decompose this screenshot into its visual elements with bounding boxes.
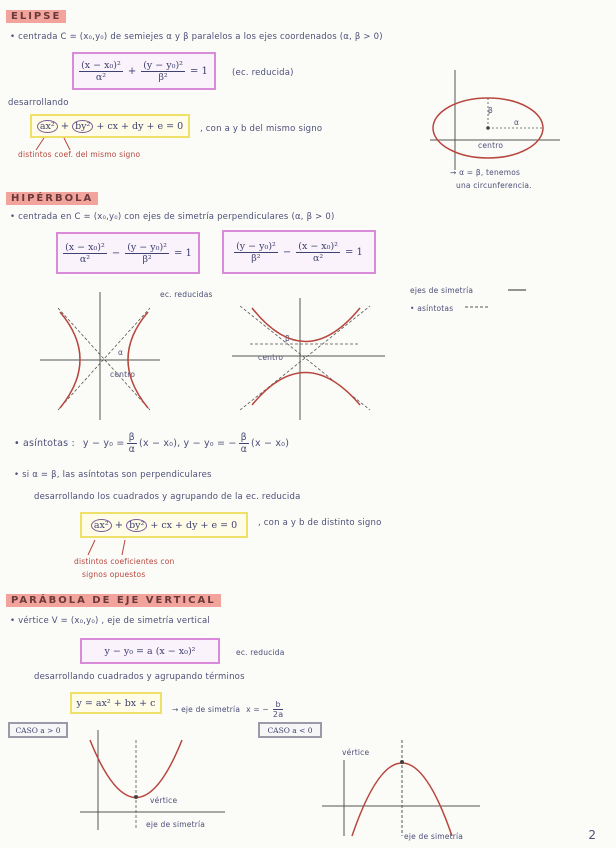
asymptotes-label: • asíntotas : (14, 438, 75, 449)
ellipse-eq-plus: + (127, 65, 137, 77)
ellipse-red-arrow-1 (36, 138, 44, 150)
ellipse-eq-num2: (y − y₀)² (143, 59, 183, 71)
parabola2-axis-label: eje de simetría (404, 832, 464, 841)
hyp-term-op: + (114, 519, 124, 531)
hyp-term-ax2: ax² (91, 519, 112, 532)
hyp1-den2: β² (142, 253, 152, 265)
hyp2-rhs: = 1 (344, 246, 363, 258)
hyp2-num2: (x − x₀)² (298, 240, 338, 252)
ellipse-diagram-beta: β (488, 106, 493, 115)
hyperbola-general-note: , con a y b de distinto signo (258, 518, 382, 528)
hyperbola-horizontal-diagram (40, 292, 160, 420)
parabola2-vertex-label: vértice (342, 748, 370, 757)
hyp1-num1: (x − x₀)² (65, 241, 105, 253)
par1-vertex-dot (134, 795, 138, 799)
ellipse-red-note: distintos coef. del mismo signo (18, 150, 141, 159)
parabola-axis-note-pre: → eje de simetría (172, 705, 241, 714)
hyperbola-red-note-2: signos opuestos (82, 570, 146, 579)
asym1-den: α (128, 444, 136, 455)
ellipse-diagram-center: centro (478, 141, 504, 150)
hyp-right-center: centro (258, 353, 284, 362)
ellipse-eq-den2: β² (158, 71, 168, 83)
circle-note-1: ⇝ α = β, tenemos (450, 168, 521, 177)
hyp2-minus: − (282, 246, 292, 258)
ellipse-developing-label: desarrollando (8, 98, 69, 108)
hyp1-den1: α² (79, 253, 91, 265)
parabola-heading: PARÁBOLA DE EJE VERTICAL (6, 594, 221, 607)
par1-curve (90, 740, 182, 798)
parabola-eq-note: ec. reducida (236, 648, 285, 657)
asym2-num: β (240, 432, 247, 443)
circle-note-2: una circunferencia. (456, 181, 532, 190)
hyperbola-vertical-diagram (232, 298, 385, 420)
parabola-general-equation: y = ax² + bx + c (70, 692, 162, 714)
ellipse-heading: ELIPSE (6, 10, 66, 23)
parabola1-axis-label: eje de simetría (146, 820, 206, 829)
ellipse-term-ax2: ax² (37, 120, 58, 133)
parabola-down-diagram (322, 740, 480, 836)
hyperbola-ec-reducidas: ec. reducidas (160, 290, 213, 299)
case-a-positive: CASO a > 0 (8, 722, 68, 738)
asym2-lhs: , y − y₀ = − (177, 438, 237, 449)
ellipse-eq-num1: (x − x₀)² (81, 59, 121, 71)
hyp1-minus: − (111, 247, 121, 259)
ellipse-diagram-alpha: α (514, 118, 520, 127)
hyp1-rhs: = 1 (173, 247, 192, 259)
parabola-dev-line: desarrollando cuadrados y agrupando términos (34, 672, 245, 682)
legend-symmetry-axes: ejes de simetría (410, 286, 474, 295)
hyp-right-branch-bottom (252, 373, 360, 406)
hyp-term-rest: + cx + dy + e = 0 (150, 519, 238, 531)
hyp-red-arrow-2 (122, 540, 125, 555)
hyp-right-beta: β (285, 334, 290, 343)
hyp-term-by2: by² (126, 519, 147, 532)
ellipse-red-arrow-2 (64, 138, 70, 150)
asym1-rhs: (x − x₀) (139, 438, 178, 449)
parabola-axis-den: 2a (272, 710, 284, 719)
hyp-red-arrow-1 (88, 540, 95, 555)
ellipse-diagram (430, 70, 560, 170)
hyperbola-definition: • centrada en C = (x₀,y₀) con ejes de simetría perpendiculares (α, β > 0) (10, 212, 335, 222)
ellipse-eq-note: (ec. reducida) (232, 68, 294, 78)
hyp2-den1: β² (251, 252, 261, 264)
page-number: 2 (588, 828, 596, 842)
hyperbola-dev-line: desarrollando los cuadrados y agrupando de la ec. reducida (34, 492, 301, 502)
ellipse-general-note: , con a y b del mismo signo (200, 124, 323, 134)
ellipse-definition: • centrada C = (x₀,y₀) de semiejes α y β paralelos a los ejes coordenados (α, β > 0) (10, 32, 383, 42)
perpendicular-note: • si α = β, las asíntotas son perpendiculares (14, 470, 212, 480)
ellipse-term-rest: + cx + dy + e = 0 (96, 120, 184, 132)
parabola-definition: • vértice V = (x₀,y₀) , eje de simetría vertical (10, 616, 210, 626)
ellipse-term-by2: by² (72, 120, 93, 133)
asym2-rhs: (x − x₀) (251, 438, 290, 449)
ellipse-center-dot (486, 126, 490, 130)
hyp-right-branch-top (252, 308, 360, 342)
parabola1-vertex-label: vértice (150, 796, 178, 805)
asym1-lhs: y − y₀ = (82, 438, 125, 449)
hyperbola-red-note-1: distintos coeficientes con (74, 557, 175, 566)
par2-vertex-dot (400, 760, 404, 764)
hyp-left-center: centro (110, 370, 136, 379)
hyp1-num2: (y − y₀)² (127, 241, 167, 253)
ellipse-eq-rhs: = 1 (189, 65, 208, 77)
parabola-axis-note-x: x = − (246, 705, 269, 714)
ellipse-eq-den1: α² (95, 71, 107, 83)
hyp2-den2: α² (312, 252, 324, 264)
asym2-den: α (240, 444, 248, 455)
parabola-axis-num: b (275, 700, 281, 709)
hyp-left-alpha: α (118, 348, 124, 357)
hyperbola-heading: HIPÉRBOLA (6, 192, 98, 205)
case-a-negative: CASO a < 0 (258, 722, 322, 738)
hyp2-num1: (y − y₀)² (236, 240, 276, 252)
legend-asymptotes: • asíntotas (410, 304, 454, 313)
asym1-num: β (128, 432, 135, 443)
ellipse-term-op: + (60, 120, 70, 132)
parabola-up-diagram (80, 730, 225, 830)
parabola-reduced-equation: y − y₀ = a (x − x₀)² (80, 638, 220, 664)
